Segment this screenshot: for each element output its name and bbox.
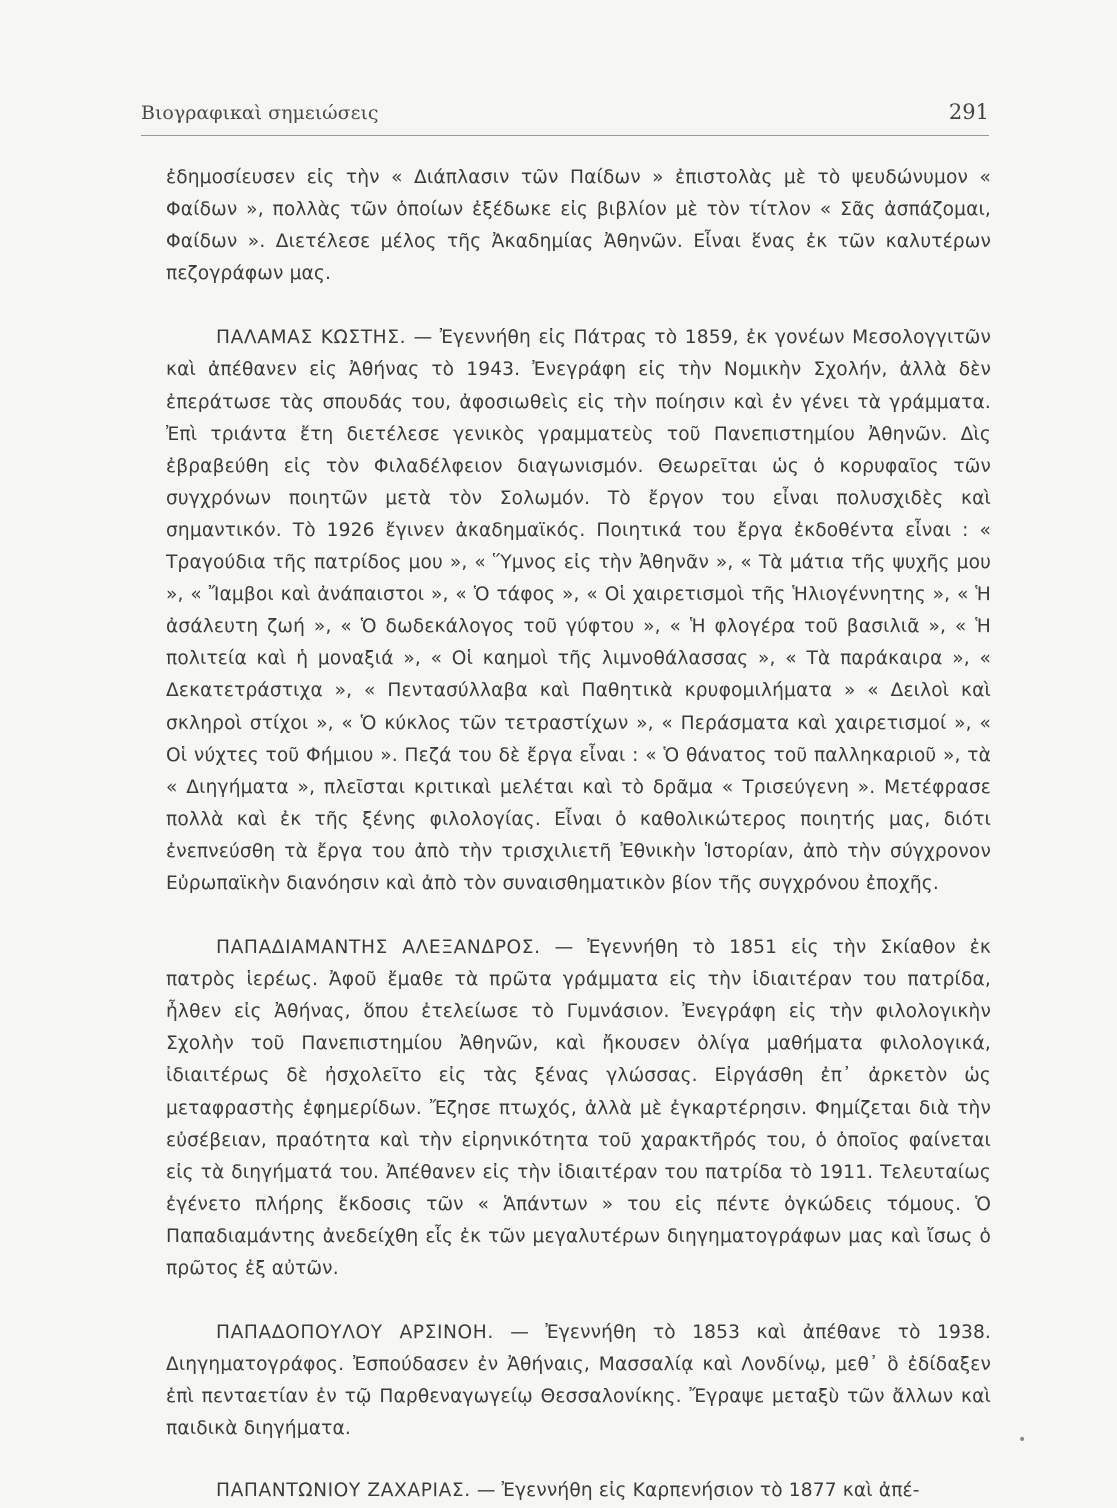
entry-text: — Ἐγεννήθη τὸ 1853 καὶ ἀπέθανε τὸ 1938. Διηγηματογράφος. Ἐσπούδασεν ἐν Ἀθήναις, Μασσαλίᾳ καὶ Λονδίνῳ, μεθ᾿ ὃ ἐδίδαξεν ἐπὶ πενταετίαν ἐν τῷ Παρθεναγωγείῳ Θεσσαλονίκης. Ἔγραψε μεταξὺ τῶν ἄλλων καὶ παιδικὰ διηγήματα. bbox=[166, 1322, 991, 1440]
entry-name: ΠΑΠΑΔΟΠΟΥΛΟΥ ΑΡΣΙΝΟΗ. bbox=[216, 1322, 494, 1344]
entry-name: ΠΑΠΑΝΤΩΝΙΟΥ ΖΑΧΑΡΙΑΣ. bbox=[216, 1480, 471, 1502]
entry-papadiamantis bbox=[166, 932, 991, 1285]
paragraph-text: ἐδημοσίευσεν εἰς τὴν « Διάπλασιν τῶν Παίδων » ἐπιστολὰς μὲ τὸ ψευδώνυμον « Φαίδων », πολλὰς τῶν ὁποίων ἐξέδωκε εἰς βιβλίον μὲ τὸν τίτλον « Σᾶς ἀσπάζομαι, Φαίδων ». Διετέλεσε μέλος τῆς Ἀκαδημίας Ἀθηνῶν. Εἶναι ἕνας ἐκ τῶν καλυτέρων πεζογράφων μας. bbox=[166, 167, 991, 285]
entry-papadopoulou bbox=[166, 1317, 991, 1445]
entry-text: — Ἐγεννήθη εἰς Καρπενήσιον τὸ 1877 καὶ ἀπέ- bbox=[470, 1480, 920, 1502]
entry-name: ΠΑΛΑΜΑΣ ΚΩΣΤΗΣ. bbox=[216, 327, 407, 349]
entry-name: ΠΑΠΑΔΙΑΜΑΝΤΗΣ ΑΛΕΞΑΝΔΡΟΣ. bbox=[216, 937, 541, 959]
running-head bbox=[141, 100, 989, 132]
entry-palamas bbox=[166, 322, 991, 900]
page-number: 291 bbox=[948, 100, 989, 124]
entry-text: — Ἐγεννήθη τὸ 1851 εἰς τὴν Σκίαθον ἐκ πατρὸς ἱερέως. Ἀφοῦ ἔμαθε τὰ πρῶτα γράμματα εἰς τὴν ἰδιαιτέραν του πατρίδα, ἦλθεν εἰς Ἀθήνας, ὅπου ἐτελείωσε τὸ Γυμνάσιον. Ἐνεγράφη εἰς τὴν φιλολογικὴν Σχολὴν τοῦ Πανεπιστημίου Ἀθηνῶν, καὶ ἤκουσεν ὀλίγα μαθήματα φιλολογικά, ἰδιαιτέρως δὲ ἠσχολεῖτο εἰς τὰς ξένας γλώσσας. Εἰργάσθη ἐπ᾿ ἀρκετὸν ὡς μεταφραστὴς ἐφημερίδων. Ἔζησε πτωχός, ἀλλὰ μὲ ἐγκαρτέρησιν. Φημίζεται διὰ τὴν εὐσέβειαν, πραότητα καὶ τὴν εἰρηνικότητα τοῦ χαρακτῆρός του, ὁ ὁποῖος φαίνεται εἰς τὰ διηγήματά του. Ἀπέθανεν εἰς τὴν ἰδιαιτέραν του πατρίδα τὸ 1911. Τελευταίως ἐγένετο πλήρης ἔκδοσις τῶν « Ἁπάντων » του εἰς πέντε ὀγκώδεις τόμους. Ὁ Παπαδιαμάντης ἀνεδείχθη εἷς ἐκ τῶν μεγαλυτέρων διηγηματογράφων μας καὶ ἴσως ὁ πρῶτος ἐξ αὐτῶν. bbox=[166, 937, 991, 1279]
paragraph-continuation bbox=[166, 162, 991, 290]
entry-papantoniou bbox=[166, 1475, 991, 1507]
entry-text: — Ἐγεννήθη εἰς Πάτρας τὸ 1859, ἐκ γονέων Μεσολογγιτῶν καὶ ἀπέθανεν εἰς Ἀθήνας τὸ 1943. Ἐνεγράφη εἰς τὴν Νομικὴν Σχολήν, ἀλλὰ δὲν ἐπεράτωσε τὰς σπουδάς του, ἀφοσιωθεὶς εἰς τὴν ποίησιν καὶ ἐν γένει τὰ γράμματα. Ἐπὶ τριάντα ἔτη διετέλεσε γενικὸς γραμματεὺς τοῦ Πανεπιστημίου Ἀθηνῶν. Δὶς ἐβραβεύθη εἰς τὸν Φιλαδέλφειον διαγωνισμόν. Θεωρεῖται ὡς ὁ κορυφαῖος τῶν συγχρόνων ποιητῶν μετὰ τὸν Σολωμόν. Τὸ ἔργον του εἶναι πολυσχιδὲς καὶ σημαντικόν. Τὸ 1926 ἔγινεν ἀκαδημαϊκός. Ποιητικά του ἔργα ἐκδοθέντα εἶναι : « Τραγούδια τῆς πατρίδος μου », « Ὕμνος εἰς τὴν Ἀθηνᾶν », « Τὰ μάτια τῆς ψυχῆς μου », « Ἴαμβοι καὶ ἀνάπαιστοι », « Ὁ τάφος », « Οἱ χαιρετισμοὶ τῆς Ἡλιογέννητης », « Ἡ ἀσάλευτη ζωή », « Ὁ δωδεκάλογος τοῦ γύφτου », « Ἡ φλογέρα τοῦ βασιλιᾶ », « Ἡ πολιτεία καὶ ἡ μοναξιά », « Οἱ καημοὶ τῆς λιμνοθάλασσας », « Τὰ παράκαιρα », « Δεκατετράστιχα », « Πεντασύλλαβα καὶ Παθητικὰ κρυφομιλήματα » « Δειλοὶ καὶ σκληροὶ στίχοι », « Ὁ κύκλος τῶν τετραστίχων », « Περάσματα καὶ χαιρετισμοί », « Οἱ νύχτες τοῦ Φήμιου ». Πεζά του δὲ ἔργα εἶναι : « Ὁ θάνατος τοῦ παλληκαριοῦ », τὰ « Διηγήματα », πλεῖσται κριτικαὶ μελέται καὶ τὸ δρᾶμα « Τρισεύγενη ». Μετέφρασε πολλὰ καὶ ἐκ τῆς ξένης φιλολογίας. Εἶναι ὁ καθολικώτερος ποιητής μας, διότι ἐνεπνεύσθη τὰ ἔργα του ἀπὸ τὴν τρισχιλιετῆ Ἐθνικὴν Ἱστορίαν, ἀπὸ τὴν σύγχρονον Εὐρωπαϊκὴν διανόησιν καὶ ἀπὸ τὸν συναισθηματικὸν βίον τῆς συγχρόνου ἐποχῆς. bbox=[166, 327, 991, 894]
header-rule bbox=[141, 135, 989, 136]
stray-mark: • bbox=[1018, 1432, 1027, 1448]
body-text bbox=[166, 162, 991, 1508]
running-title: Βιογραφικαὶ σημειώσεις bbox=[141, 102, 379, 124]
